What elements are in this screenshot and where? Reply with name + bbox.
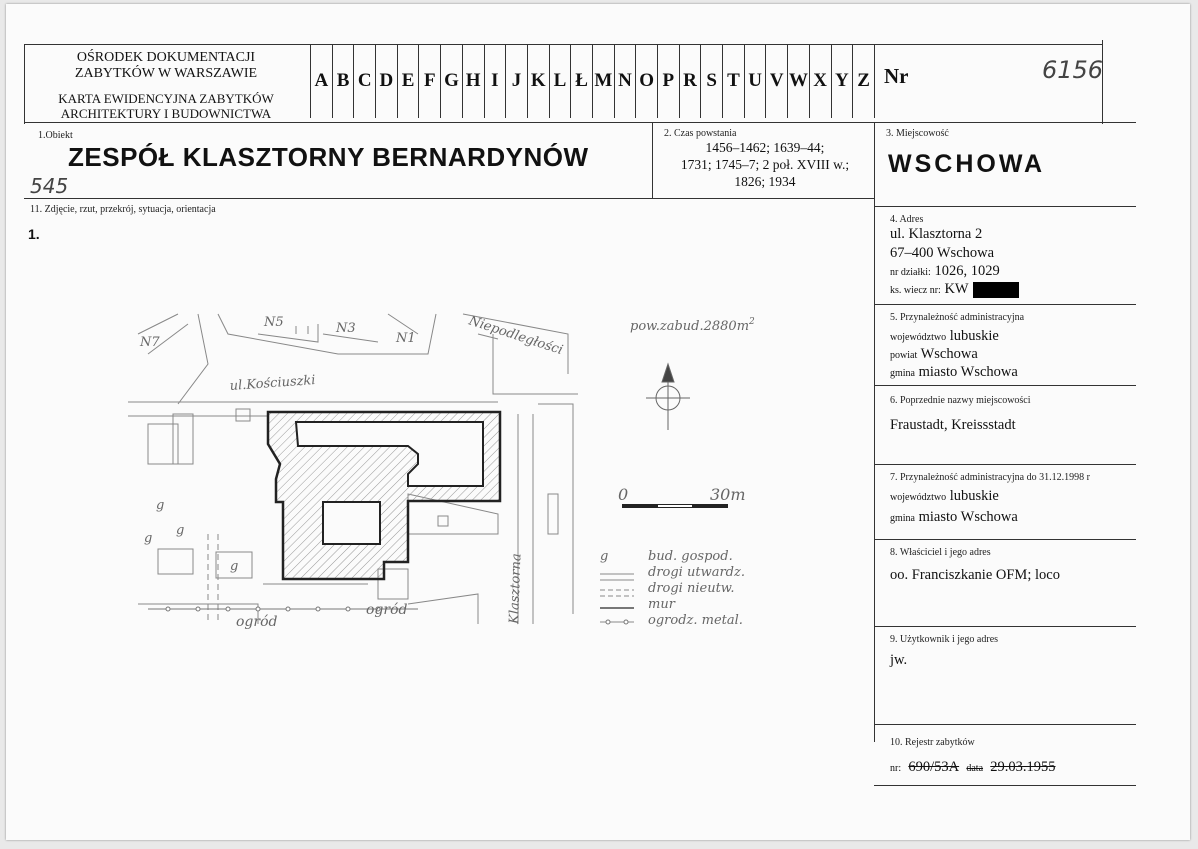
map-g-mark: g: [230, 559, 239, 574]
index-letter: F: [419, 44, 441, 118]
map-label-klasztorna: Klasztorna: [507, 553, 525, 625]
legend-text: mur: [648, 597, 675, 612]
czas-line2: 1731; 1745–7; 2 poł. XVIII w.;: [680, 157, 850, 172]
index-letter: Y: [832, 44, 854, 118]
wlasciciel-label: 8. Właściciel i jego adres: [890, 547, 991, 558]
section10-bottom: [874, 785, 1136, 786]
adres-line1: ul. Klasztorna 2: [890, 226, 983, 242]
admin-gmina: gmina miasto Wschowa: [890, 364, 1018, 380]
legend-text: bud. gospod.: [648, 549, 733, 564]
legend-text: drogi nieutw.: [648, 581, 735, 596]
index-letter: V: [766, 44, 788, 118]
index-letter: A: [311, 44, 333, 118]
index-letter: U: [745, 44, 767, 118]
index-letter: T: [723, 44, 745, 118]
north-arrow-icon: [646, 364, 690, 430]
org-name-line2: ZABYTKÓW W WARSZAWIE: [74, 66, 258, 81]
card-type-line1: KARTA EWIDENCYJNA ZABYTKÓW: [58, 91, 274, 106]
admin-label: 5. Przynależność administracyjna: [890, 312, 1025, 323]
section7-top: [874, 464, 1136, 465]
org-name-line1: OŚRODEK DOKUMENTACJI: [76, 50, 256, 65]
index-letter: L: [550, 44, 572, 118]
map-label-n5: N5: [264, 315, 284, 330]
scale-start: 0: [618, 485, 629, 504]
admin1998-label: 7. Przynależność administracyjna do 31.12.1998 r: [890, 472, 1090, 483]
czas-line3: 1826; 1934: [734, 174, 796, 189]
row2-bottom-border: [24, 198, 874, 199]
adres-label: 4. Adres: [890, 214, 924, 225]
uzytkownik-value: jw.: [890, 652, 908, 668]
wlasciciel-value: oo. Franciszkanie OFM; loco: [890, 567, 1060, 583]
index-letter: O: [636, 44, 658, 118]
index-letter: W: [788, 44, 810, 118]
divider-right-column: [874, 122, 875, 742]
map-legend: [600, 549, 745, 628]
zdjecie-label: 11. Zdjęcie, rzut, przekrój, sytuacja, orientacja: [30, 204, 216, 215]
legend-key: g: [600, 549, 609, 564]
adres-line2: 67–400 Wschowa: [890, 245, 995, 261]
map-label-ogrod-1: ogród: [236, 614, 278, 630]
section9-top: [874, 626, 1136, 627]
map-g-mark: g: [156, 498, 165, 513]
map-label-n1: N1: [396, 331, 416, 346]
map-label-ogrod-2: ogród: [366, 602, 408, 618]
index-letter: K: [528, 44, 550, 118]
section6-top: [874, 385, 1136, 386]
nr-label: Nr: [884, 64, 909, 88]
card-type-line2: ARCHITEKTURY I BUDOWNICTWA: [60, 106, 272, 121]
index-letter: R: [680, 44, 702, 118]
site-plan: [118, 294, 798, 634]
legend-text: drogi utwardz.: [648, 565, 745, 580]
uzytkownik-label: 9. Użytkownik i jego adres: [890, 634, 999, 645]
miejscowosc-value: WSCHOWA: [888, 150, 1046, 178]
admin-powiat: powiat Wschowa: [890, 346, 978, 362]
scale-end: 30m: [710, 485, 746, 504]
index-letter: J: [506, 44, 528, 118]
map-g-mark: g: [176, 523, 185, 538]
section8-top: [874, 539, 1136, 540]
czas-label: 2. Czas powstania: [664, 128, 737, 139]
index-letter: M: [593, 44, 615, 118]
obiekt-handwritten-number: 545: [30, 174, 69, 198]
header-bottom-border: [24, 122, 1136, 123]
record-card: [6, 4, 1190, 840]
map-area-label: $pow.zabud.2880m^2$: [630, 317, 755, 334]
section4-top: [874, 206, 1136, 207]
section10-top: [874, 724, 1136, 725]
letter-index: [310, 44, 875, 118]
index-letter: B: [333, 44, 355, 118]
redacted-block: [973, 282, 1019, 298]
index-letter: I: [485, 44, 507, 118]
index-letter: E: [398, 44, 420, 118]
map-label-n7: N7: [140, 335, 160, 350]
map-label-kosciuszki: ul.Kościuszki: [229, 373, 316, 394]
index-letter: Z: [853, 44, 875, 118]
index-letter: X: [810, 44, 832, 118]
adres-kw: ks. wiecz nr: KW: [890, 281, 1019, 298]
miejscowosc-label: 3. Miejscowość: [886, 128, 949, 139]
index-letter: G: [441, 44, 463, 118]
map-g-mark: g: [144, 531, 153, 546]
index-letter: C: [354, 44, 376, 118]
nr-handwritten: 6156: [1042, 56, 1104, 84]
index-letter: D: [376, 44, 398, 118]
index-letter: N: [615, 44, 637, 118]
legend-text: ogrodz. metal.: [648, 613, 743, 628]
obiekt-name: ZESPÓŁ KLASZTORNY BERNARDYNÓW: [68, 142, 589, 172]
admin1998-wojewodztwo: województwo lubuskie: [890, 488, 999, 504]
zdjecie-number: 1.: [28, 226, 40, 242]
index-letter: P: [658, 44, 680, 118]
index-letter: H: [463, 44, 485, 118]
divider-obiekt-czas: [652, 122, 653, 198]
dawne-nazwy-label: 6. Poprzednie nazwy miejscowości: [890, 395, 1031, 406]
adres-dzialki: nr działki: 1026, 1029: [890, 263, 1000, 279]
czas-line1: 1456–1462; 1639–44;: [705, 140, 825, 155]
map-label-n3: N3: [336, 321, 356, 336]
obiekt-label: 1.Obiekt: [38, 130, 73, 141]
dawne-nazwy-value: Fraustadt, Kreissstadt: [890, 417, 1016, 433]
index-letter: S: [701, 44, 723, 118]
rejestr-value: nr: 690/53A data 29.03.1955: [890, 759, 1056, 775]
map-label-niepodleglosci: Niepodległości: [466, 313, 565, 359]
admin-wojewodztwo: województwo lubuskie: [890, 328, 999, 344]
rejestr-label: 10. Rejestr zabytków: [890, 737, 975, 748]
header-left-border: [24, 44, 25, 124]
section5-top: [874, 304, 1136, 305]
admin1998-gmina: gmina miasto Wschowa: [890, 509, 1018, 525]
index-letter: Ł: [571, 44, 593, 118]
